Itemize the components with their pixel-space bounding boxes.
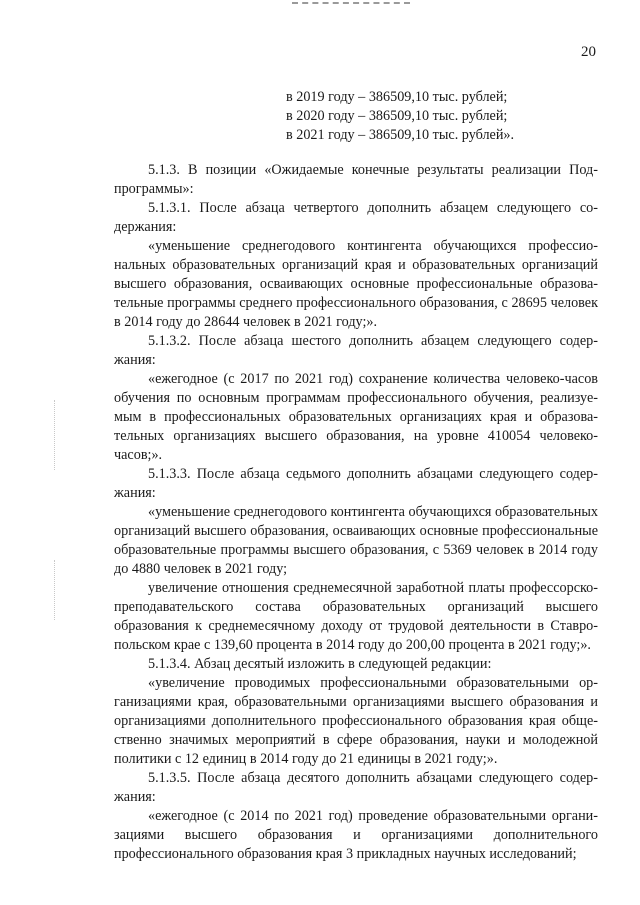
budget-lines [286, 88, 514, 145]
paragraph-5-1-3-2: 5.1.3.2. После абзаца шестого дополнить абзацем следующего содержания: [114, 333, 598, 368]
budget-line-2021: в 2021 году – 386509,10 тыс. рублей». [286, 127, 515, 143]
paragraph-5-1-3: 5.1.3. В позиции «Ожидаемые конечные результаты реализации Подпрограммы»: [114, 162, 598, 197]
budget-line-2020: в 2020 году – 386509,10 тыс. рублей; [286, 108, 508, 124]
paragraph-quote-6: «ежегодное (с 2014 по 2021 год) проведение образовательными организациями высшего образования и организациями дополнительного профессионального образования края 3 прикладных научных исследований; [114, 808, 598, 862]
paragraph-5-1-3-3: 5.1.3.3. После абзаца седьмого дополнить абзацами следующего содержания: [114, 466, 598, 501]
scan-edge-mark [292, 2, 410, 6]
paragraph-5-1-3-1: 5.1.3.1. После абзаца четвертого дополнить абзацем следующего содержания: [114, 200, 598, 235]
paragraph-quote-1: «уменьшение среднегодового контингента обучающихся профессиональных образовательных организаций края и образовательных организаций высшего образования, осваивающих основные профессиональные образовательные программы среднего профессионального образования, с 28695 человек в 2014 году до 28644 человек в 2021 году;». [114, 238, 598, 330]
scan-margin-dots [54, 560, 56, 620]
paragraph-5-1-3-5: 5.1.3.5. После абзаца десятого дополнить абзацами следующего содержания: [114, 770, 598, 805]
document-body [114, 161, 598, 864]
page-number: 20 [581, 44, 596, 60]
budget-line-2019: в 2019 году – 386509,10 тыс. рублей; [286, 89, 508, 105]
scan-margin-dots [54, 400, 56, 470]
paragraph-5-1-3-4: 5.1.3.4. Абзац десятый изложить в следующей редакции: [148, 656, 492, 672]
paragraph-quote-3: «уменьшение среднегодового контингента обучающихся образовательных организаций высшего образования, осваивающих основные профессиональные образовательные программы высшего образования, с 5369 человек в 2014 году до 4880 человек в 2021 году; [114, 504, 598, 577]
paragraph-quote-4: увеличение отношения среднемесячной заработной платы профессорско-преподавательского состава образовательных организаций высшего образования к среднемесячному доходу от трудовой деятельности в Ставропольском крае с 139,60 процента в 2014 году до 200,00 процента в 2021 году;». [114, 580, 598, 653]
paragraph-quote-2: «ежегодное (с 2017 по 2021 год) сохранение количества человеко-часов обучения по основным программам профессионального обучения, реализуемым в профессиональных образовательных организациях края и образовательных организациях высшего образования, на уровне 410054 человеко-часов;». [114, 371, 598, 463]
paragraph-quote-5: «увеличение проводимых профессиональными образовательными организациями края, образовательными организациями высшего образования и организациями дополнительного профессионального образования края общественно значимых мероприятий в сфере образования, науки и молодежной политики с 12 единиц в 2014 году до 21 единицы в 2021 году;». [114, 675, 598, 767]
